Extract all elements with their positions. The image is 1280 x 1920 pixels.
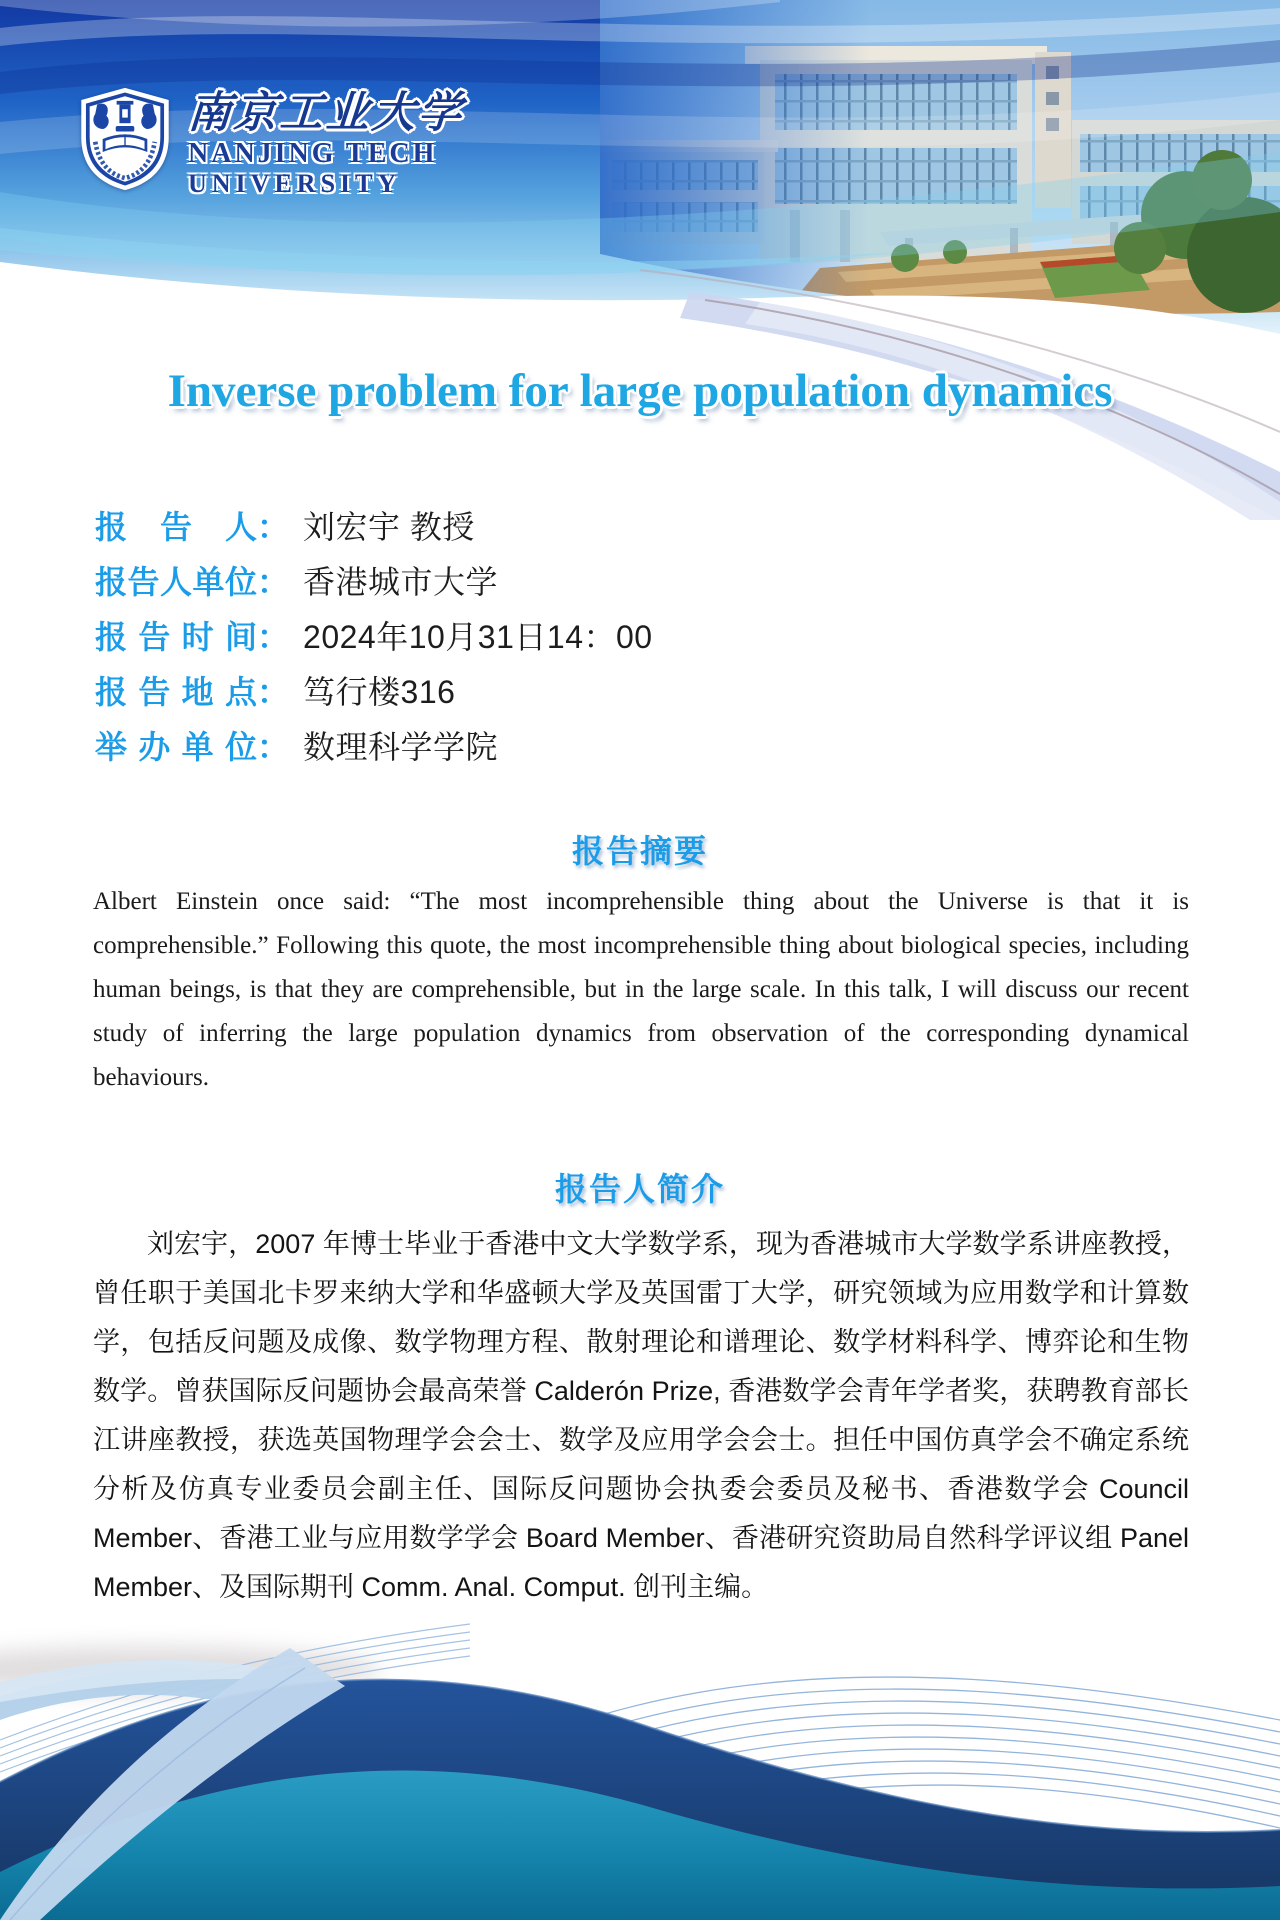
abstract-text: Albert Einstein once said: “The most incomprehensible thing about the Universe is that it is comprehensible.” Following this quote, the most incomprehensible thing about biological species, including human beings, is that they are comprehensible, but in the large scale. In this talk, I will discuss our recent study of inferring the large population dynamics from observation of the corresponding dynamical behaviours. <box>93 888 1189 1091</box>
info-label: 报告地点： <box>95 673 290 710</box>
university-name-cn: 南京工业大学 <box>186 89 466 137</box>
talk-title: Inverse problem for large population dynamics <box>167 365 1113 417</box>
university-name-en-line1: NANJING TECH <box>188 138 438 169</box>
info-label: 报告时间： <box>95 618 290 655</box>
info-row-speaker <box>95 497 653 552</box>
info-value: 2024年10月31日14：00 <box>303 618 653 655</box>
info-label: 报告人： <box>95 508 290 545</box>
talk-info-list <box>95 497 653 772</box>
info-row-host <box>95 717 653 772</box>
info-label: 举办单位： <box>95 728 290 765</box>
abstract-heading: 报告摘要 <box>571 833 708 869</box>
info-label: 报告人单位： <box>95 563 290 600</box>
bio-heading: 报告人简介 <box>554 1171 725 1207</box>
university-name-en-line2: UNIVERSITY <box>188 169 402 198</box>
info-row-time <box>95 607 653 662</box>
info-value: 笃行楼316 <box>303 673 456 710</box>
info-value: 数理科学学院 <box>303 728 499 765</box>
bio-text: 刘宏宇，2007 年博士毕业于香港中文大学数学系，现为香港城市大学数学系讲座教授，曾任职于美国北卡罗来纳大学和华盛顿大学及英国雷丁大学，研究领域为应用数学和计算数学，包括反问题及成像、数学物理方程、散射理论和谱理论、数学材料科学、博弈论和生物数学。曾获国际反问题协会最高荣誉 Calderón Prize, 香港数学会青年学者奖，获聘教育部长江讲座教授，获选英国物理学会会士、数学及应用学会会士。担任中国仿真学会不确定系统分析及仿真专业委员会副主任、国际反问题协会执委会委员及秘书、香港数学会 Council Member、香港工业与应用数学学会 Board Member、香港研究资助局自然科学评议组 Panel Member、及国际期刊 Comm. Anal. Comput. 创刊主编。 <box>93 1229 1189 1602</box>
info-value: 刘宏宇 教授 <box>303 508 475 545</box>
header-wave-art <box>0 0 1280 520</box>
info-row-affiliation <box>95 552 653 607</box>
university-crest-icon <box>78 86 172 192</box>
footer-wave-art <box>0 1590 1280 1920</box>
info-value: 香港城市大学 <box>303 563 499 600</box>
info-row-location <box>95 662 653 717</box>
university-branding <box>78 86 464 198</box>
